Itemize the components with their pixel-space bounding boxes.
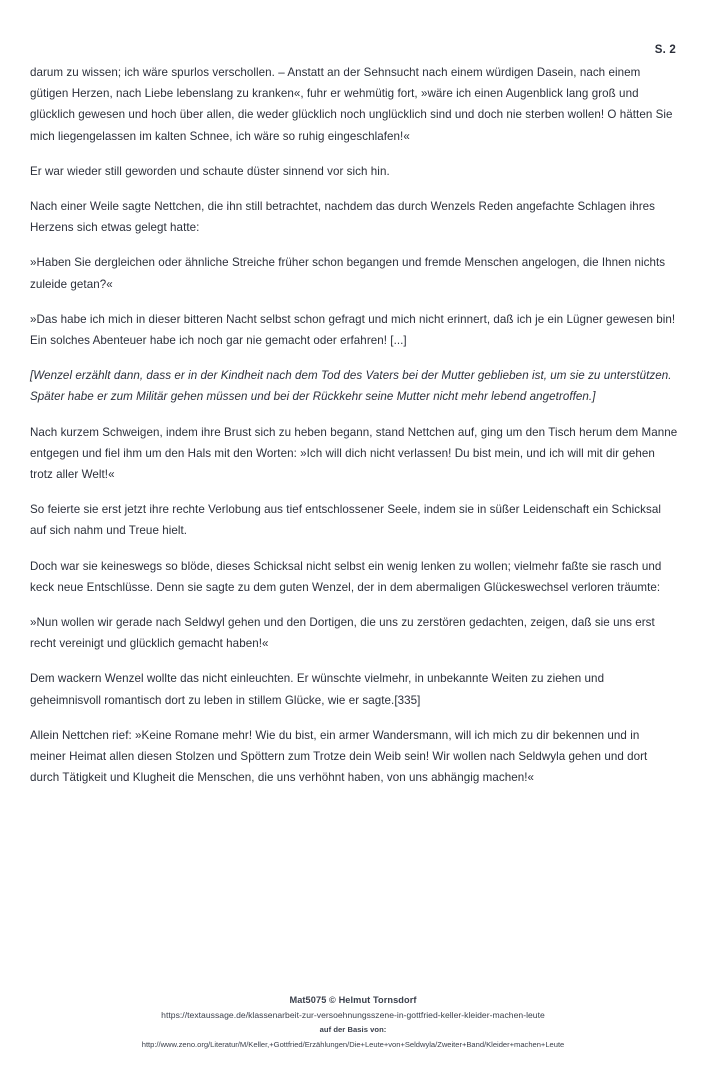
page-number: S. 2 bbox=[654, 44, 676, 56]
paragraph: So feierte sie erst jetzt ihre rechte Verlobung aus tief entschlossener Seele, indem sie in süßer Leidenschaft ein Schicksal auf sich nahm und Treue hielt. bbox=[30, 503, 662, 538]
paragraph: darum zu wissen; ich wäre spurlos verschollen. – Anstatt an der Sehnsucht nach einem würdigen Dasein, nach einem gütigen Herzen, nach Liebe lebenslang zu kranken«, fuhr er wehmütig fort, »wäre ich einen Augenblick lang groß und glücklich gewesen und hoch über allen, die weder glücklich noch unglücklich sind und doch nie sterben wollen! O hätten Sie mich liegengelassen im kalten Schnee, ich wäre so ruhig eingeschlafen!« bbox=[30, 66, 673, 143]
paragraph: Er war wieder still geworden und schaute düster sinnend vor sich hin. bbox=[30, 164, 390, 178]
footer-credit: Mat5075 © Helmut Tornsdorf bbox=[289, 995, 417, 1005]
paragraph: »Nun wollen wir gerade nach Seldwyl gehen und den Dortigen, die uns zu zerstören gedachten, zeigen, daß sie uns erst recht vereinigt und glücklich gemacht haben!« bbox=[30, 616, 655, 651]
paragraph: »Haben Sie dergleichen oder ähnliche Streiche früher schon begangen und fremde Menschen angelogen, die Ihnen nichts zuleide getan?« bbox=[30, 256, 666, 291]
footer-basis-label: auf der Basis von: bbox=[319, 1025, 387, 1034]
paragraph: »Das habe ich mich in dieser bitteren Nacht selbst schon gefragt und mich nicht erinnert, daß ich je ein Lügner gewesen bin! Ein solches Abenteuer habe ich noch gar nie gemacht oder erfahren! [...] bbox=[30, 312, 676, 348]
paragraph: [Wenzel erzählt dann, dass er in der Kindheit nach dem Tod des Vaters bei der Mutter geblieben ist, um sie zu unterstützen. Später habe er zum Militär gehen müssen und bei der Rückkehr seine Mutter nicht mehr lebend angetroffen.] bbox=[30, 369, 672, 404]
paragraph: Nach kurzem Schweigen, indem ihre Brust sich zu heben begann, stand Nettchen auf, ging um den Tisch herum dem Manne entgegen und fiel ihm um den Hals mit den Worten: »Ich will dich nicht verlassen! Du bist mein, und ich will mit dir gehen trotz aller Welt!« bbox=[30, 425, 678, 482]
paragraph: Nach einer Weile sagte Nettchen, die ihn still betrachtet, nachdem das durch Wenzels Reden angefachte Schlagen ihres Herzens sich etwas gelegt hatte: bbox=[30, 200, 655, 235]
footer-url-source[interactable]: http://www.zeno.org/Literatur/M/Keller,+Gottfried/Erzählungen/Die+Leute+von+Seldwyla/Zweiter+Band/Kleider+machen+Leute bbox=[141, 1040, 565, 1049]
document-body bbox=[30, 62, 678, 788]
paragraph: Allein Nettchen rief: »Keine Romane mehr! Wie du bist, ein armer Wandersmann, will ich mich zu dir bekennen und in meiner Heimat allen diesen Stolzen und Spöttern zum Trotze dein Weib sein! Wir wollen nach Seldwyla gehen und dort durch Tätigkeit und Klugheit die Menschen, die uns verhöhnt haben, von uns abhängig machen!« bbox=[30, 728, 648, 785]
paragraph: Doch war sie keineswegs so blöde, dieses Schicksal nicht selbst ein wenig lenken zu wollen; vielmehr faßte sie rasch und keck neue Entschlüsse. Denn sie sagte zu dem guten Wenzel, der in dem abermaligen Glückeswechsel verloren träumte: bbox=[30, 559, 662, 594]
paragraph: Dem wackern Wenzel wollte das nicht einleuchten. Er wünschte vielmehr, in unbekannte Weiten zu ziehen und geheimnisvoll romantisch dort zu leben in stillem Glücke, wie er sagte.[335] bbox=[30, 672, 605, 707]
page-header bbox=[30, 40, 676, 58]
page-footer bbox=[0, 993, 706, 1052]
footer-url-main[interactable]: https://textaussage.de/klassenarbeit-zur-versoehnungsszene-in-gottfried-keller-kleider-machen-leute bbox=[161, 1010, 545, 1020]
